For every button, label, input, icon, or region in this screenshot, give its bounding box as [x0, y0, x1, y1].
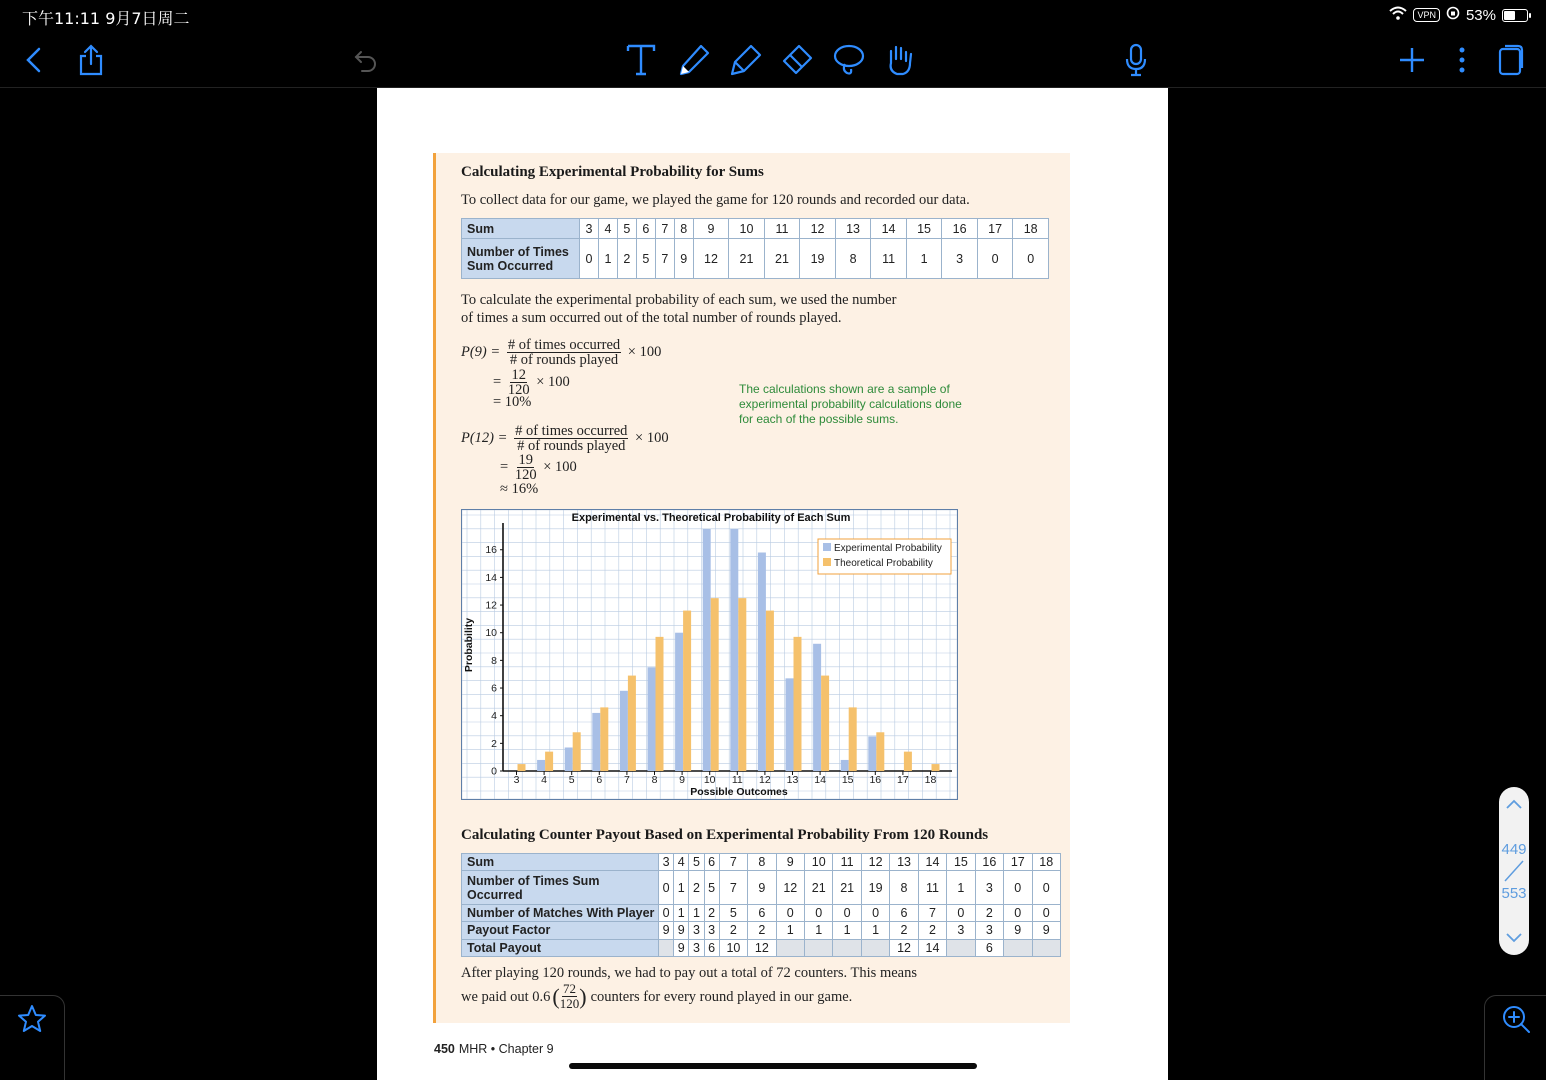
row-header — [462, 239, 580, 279]
frac-denominator: 120 — [514, 467, 537, 483]
table-cell: 3 — [947, 922, 975, 939]
table-cell: 17 — [1004, 854, 1032, 871]
document-page — [377, 88, 1168, 1080]
battery-level — [1504, 11, 1515, 20]
table-cell: 11 — [918, 871, 946, 905]
formula-times: × 100 — [627, 343, 662, 360]
table-cell: 2 — [704, 904, 719, 921]
probability-bar-chart — [461, 509, 958, 800]
bar-theoretical — [876, 732, 884, 771]
table-cell: 5 — [617, 219, 636, 239]
formula-p9 — [461, 338, 661, 367]
bar-experimental — [703, 529, 711, 771]
table-row — [462, 854, 1061, 871]
legend-swatch — [823, 558, 831, 566]
table-cell: 0 — [947, 904, 975, 921]
table-cell: 7 — [719, 871, 747, 905]
row-header: Sum — [462, 219, 580, 239]
x-tick-label: 16 — [869, 774, 882, 786]
table-cell: 6 — [636, 219, 655, 239]
bar-experimental — [758, 553, 766, 771]
bar-experimental — [730, 529, 738, 771]
eraser-icon — [780, 43, 814, 77]
table-cell: 12 — [800, 219, 836, 239]
table-cell: 12 — [776, 871, 804, 905]
pen-tool-button[interactable] — [674, 40, 714, 80]
hand-tool-button[interactable] — [879, 40, 919, 80]
table-cell: 14 — [918, 854, 946, 871]
table-cell: 2 — [689, 871, 704, 905]
conclusion-post: counters for every round played in our game. — [590, 988, 853, 1005]
table-cell: 1 — [776, 922, 804, 939]
page-footer — [434, 1042, 554, 1056]
table-cell: 2 — [748, 922, 776, 939]
frac-denominator: 120 — [559, 996, 580, 1011]
undo-button[interactable] — [346, 40, 386, 80]
page-divider-slash — [1503, 859, 1525, 883]
bar-experimental — [813, 644, 821, 771]
favorites-panel — [0, 995, 65, 1080]
table-cell: 17 — [977, 219, 1013, 239]
table-cell: 1 — [833, 922, 861, 939]
table-cell: 7 — [719, 854, 747, 871]
table-cell: 6 — [704, 939, 719, 956]
table-cell: 9 — [674, 239, 693, 279]
table-cell: 0 — [861, 904, 889, 921]
table-cell: 2 — [719, 922, 747, 939]
x-tick-label: 6 — [596, 774, 603, 786]
y-tick-label: 14 — [485, 571, 497, 584]
text-tool-icon — [625, 43, 657, 77]
bar-theoretical — [656, 637, 664, 771]
y-tick-label: 10 — [485, 627, 497, 640]
table-cell: 3 — [975, 922, 1003, 939]
x-tick-label: 3 — [513, 774, 520, 786]
formula-fraction — [514, 424, 628, 453]
table-cell: 21 — [805, 871, 833, 905]
table-cell: 0 — [1032, 871, 1061, 905]
table-cell: 3 — [580, 219, 599, 239]
highlighter-icon — [729, 43, 763, 77]
row-header-line: Sum Occurred — [467, 258, 554, 273]
table-cell: 0 — [977, 239, 1013, 279]
frac-denominator: 120 — [507, 382, 530, 398]
table-cell: 3 — [975, 871, 1003, 905]
table-cell: 0 — [659, 871, 674, 905]
table-cell: 8 — [890, 871, 918, 905]
row-header-line: Number of Times — [467, 244, 569, 259]
lasso-icon — [832, 43, 866, 77]
page-number: 450 — [434, 1042, 455, 1056]
table-cell: 11 — [871, 239, 907, 279]
table-cell: 5 — [704, 871, 719, 905]
table-cell: 6 — [975, 939, 1003, 956]
more-button[interactable] — [1442, 40, 1482, 80]
chevron-left-icon — [24, 46, 44, 74]
table-cell: 0 — [659, 904, 674, 921]
table-cell: 9 — [1032, 922, 1061, 939]
row-header: Sum — [462, 854, 659, 871]
star-icon[interactable] — [17, 1004, 47, 1039]
legend-swatch — [823, 543, 831, 551]
x-tick-label: 15 — [841, 774, 854, 786]
y-tick-label: 6 — [491, 682, 497, 695]
table-cell: 1 — [598, 239, 617, 279]
x-tick-label: 10 — [703, 774, 716, 786]
table-cell: 0 — [1004, 871, 1032, 905]
table-cell: 0 — [1004, 904, 1032, 921]
rotation-lock-icon — [1446, 6, 1460, 24]
table-cell: 7 — [918, 904, 946, 921]
highlighter-tool-button[interactable] — [726, 40, 766, 80]
table-cell: 0 — [1032, 904, 1061, 921]
table-cell — [833, 939, 861, 956]
status-time: 下午11:11 9月7日周二 — [22, 9, 190, 28]
y-tick-label: 2 — [491, 737, 497, 750]
conclusion-pre: we paid out 0.6 — [461, 988, 551, 1005]
table-cell: 7 — [655, 219, 674, 239]
table-cell: 8 — [748, 854, 776, 871]
table-cell: 2 — [918, 922, 946, 939]
sum-occurrence-table — [461, 218, 1049, 279]
share-button[interactable] — [71, 40, 111, 80]
table-cell: 7 — [655, 239, 674, 279]
x-tick-label: 12 — [759, 774, 771, 786]
x-tick-label: 5 — [568, 774, 575, 786]
status-bar — [0, 0, 1546, 32]
sample-note: The calculations shown are a sample of experimental probability calculations done for each of the possible sums. — [739, 382, 962, 426]
more-vertical-icon — [1458, 46, 1466, 74]
bar-experimental — [537, 760, 545, 771]
x-axis-label: Possible Outcomes — [690, 786, 788, 798]
table-cell: 19 — [861, 871, 889, 905]
x-tick-label: 13 — [786, 774, 799, 786]
x-tick-label: 14 — [814, 774, 826, 786]
chevron-down-icon[interactable] — [1505, 931, 1523, 949]
table-cell: 3 — [689, 922, 704, 939]
pages-icon — [1496, 44, 1524, 76]
lasso-tool-button[interactable] — [829, 40, 869, 80]
table-cell: 3 — [689, 939, 704, 956]
bar-experimental — [565, 747, 573, 771]
table-cell: 11 — [833, 854, 861, 871]
table-cell — [805, 939, 833, 956]
bar-experimental — [786, 678, 794, 771]
back-button[interactable] — [14, 40, 54, 80]
table-cell: 1 — [947, 871, 975, 905]
table-cell: 9 — [674, 922, 689, 939]
bar-theoretical — [545, 752, 553, 771]
bar-experimental — [620, 691, 628, 771]
frac-numerator: # of times occurred — [515, 423, 628, 439]
table-cell: 18 — [1032, 854, 1061, 871]
table-cell: 12 — [748, 939, 776, 956]
x-tick-label: 4 — [541, 774, 548, 786]
frac-numerator: 72 — [562, 981, 576, 996]
table-cell: 10 — [719, 939, 747, 956]
add-button[interactable] — [1392, 40, 1432, 80]
bar-experimental — [868, 736, 876, 771]
table-cell: 2 — [975, 904, 1003, 921]
formula-eq: = — [500, 458, 509, 475]
table-row — [462, 239, 1049, 279]
hand-icon — [883, 43, 915, 77]
formula-p9-step2 — [493, 368, 570, 397]
table-cell — [947, 939, 975, 956]
x-tick-label: 7 — [623, 774, 630, 786]
footer-text: MHR • Chapter 9 — [458, 1042, 554, 1056]
table-cell: 3 — [942, 239, 978, 279]
legend-label: Experimental Probability — [834, 543, 942, 554]
y-tick-label: 12 — [485, 599, 497, 612]
calc-paragraph-line: To calculate the experimental probability of each sum, we used the number — [461, 292, 897, 308]
formula-times: × 100 — [635, 429, 669, 446]
table-cell: 8 — [674, 219, 693, 239]
formula-times: × 100 — [536, 373, 570, 390]
table-cell: 2 — [617, 239, 636, 279]
row-header: Payout Factor — [462, 922, 659, 939]
bar-theoretical — [766, 611, 774, 771]
paren-right: ) — [579, 983, 587, 1009]
table-cell: 10 — [805, 854, 833, 871]
chevron-up-icon[interactable] — [1505, 797, 1523, 815]
table-cell: 3 — [704, 922, 719, 939]
y-tick-label: 0 — [491, 765, 497, 778]
bar-theoretical — [573, 732, 581, 771]
table-cell: 3 — [659, 854, 674, 871]
bar-experimental — [675, 633, 683, 771]
bar-experimental — [841, 760, 849, 771]
section1-title: Calculating Experimental Probability for Sums — [461, 164, 764, 180]
table-cell: 6 — [748, 904, 776, 921]
table-cell: 9 — [776, 854, 804, 871]
table-cell: 19 — [800, 239, 836, 279]
table-cell: 18 — [1013, 219, 1049, 239]
conclusion-line1: After playing 120 rounds, we had to pay out a total of 72 counters. This means — [461, 965, 917, 981]
conclusion-line2 — [461, 982, 852, 1011]
table-cell: 1 — [674, 904, 689, 921]
table-cell: 13 — [890, 854, 918, 871]
x-tick-label: 11 — [731, 774, 743, 786]
table-cell: 6 — [890, 904, 918, 921]
microphone-button[interactable] — [1116, 40, 1156, 80]
table-cell: 2 — [890, 922, 918, 939]
bar-experimental — [592, 713, 600, 771]
bar-theoretical — [628, 676, 636, 771]
wifi-icon — [1389, 6, 1407, 24]
formula-p12-step2 — [500, 453, 577, 482]
home-indicator[interactable] — [569, 1063, 977, 1069]
y-tick-label: 4 — [491, 710, 497, 723]
bar-theoretical — [518, 764, 526, 771]
table-cell: 5 — [636, 239, 655, 279]
plus-icon — [1398, 46, 1426, 74]
bar-theoretical — [683, 611, 691, 771]
text-tool-button[interactable] — [621, 40, 661, 80]
table-cell: 0 — [580, 239, 599, 279]
vpn-badge: VPN — [1413, 8, 1440, 22]
y-tick-label: 16 — [485, 544, 497, 557]
table-cell: 10 — [729, 219, 765, 239]
table-row — [462, 922, 1061, 939]
row-header: Total Payout — [462, 939, 659, 956]
battery-percent: 53% — [1465, 6, 1496, 24]
table-cell: 1 — [689, 904, 704, 921]
table-cell: 1 — [906, 239, 942, 279]
table-row — [462, 904, 1061, 921]
microphone-icon — [1124, 43, 1148, 77]
formula-lhs: P(9) = — [461, 343, 501, 360]
table-cell: 14 — [871, 219, 907, 239]
share-icon — [77, 44, 105, 76]
formula-fraction — [515, 453, 537, 482]
legend-label: Theoretical Probability — [834, 558, 933, 569]
row-header: Number of Times Sum Occurred — [462, 871, 659, 905]
formula-p12-result: ≈ 16% — [500, 481, 539, 497]
x-tick-label: 9 — [679, 774, 686, 786]
battery-icon — [1502, 9, 1528, 22]
bar-theoretical — [932, 764, 940, 771]
table-cell: 9 — [748, 871, 776, 905]
bar-theoretical — [904, 752, 912, 771]
undo-icon — [353, 47, 379, 73]
zoom-panel — [1484, 995, 1546, 1080]
bar-theoretical — [849, 707, 857, 771]
bar-theoretical — [794, 637, 802, 771]
table-cell: 15 — [947, 854, 975, 871]
chart-title: Experimental vs. Theoretical Probability of Each Sum — [571, 512, 851, 524]
table-row — [462, 219, 1049, 239]
formula-lhs: P(12) = — [461, 429, 508, 446]
frac-denominator: # of rounds played — [509, 352, 619, 368]
table-cell: 21 — [729, 239, 765, 279]
formula-fraction — [507, 338, 621, 367]
formula-times: × 100 — [543, 458, 577, 475]
table-cell: 16 — [975, 854, 1003, 871]
table-cell: 0 — [833, 904, 861, 921]
zoom-in-icon[interactable] — [1501, 1004, 1531, 1039]
bar-experimental — [648, 667, 656, 771]
payout-table — [461, 853, 1061, 957]
formula-fraction — [508, 368, 530, 397]
table-cell: 1 — [805, 922, 833, 939]
table-cell: 9 — [659, 922, 674, 939]
pages-button[interactable] — [1490, 40, 1530, 80]
table-cell: 21 — [833, 871, 861, 905]
calc-paragraph — [461, 291, 896, 327]
table-cell: 21 — [764, 239, 800, 279]
section2-title: Calculating Counter Payout Based on Experimental Probability From 120 Rounds — [461, 827, 989, 843]
table-cell: 0 — [805, 904, 833, 921]
table-row — [462, 939, 1061, 956]
table-cell: 6 — [704, 854, 719, 871]
table-cell: 9 — [674, 939, 689, 956]
table-cell — [1004, 939, 1032, 956]
conclusion-fraction — [560, 982, 580, 1011]
eraser-tool-button[interactable] — [777, 40, 817, 80]
bar-theoretical — [821, 676, 829, 771]
frac-numerator: 12 — [511, 367, 526, 383]
x-tick-label: 18 — [924, 774, 937, 786]
table-cell: 13 — [835, 219, 871, 239]
frac-denominator: # of rounds played — [517, 438, 626, 454]
table-cell — [776, 939, 804, 956]
x-tick-label: 17 — [897, 774, 909, 786]
table-cell: 9 — [1004, 922, 1032, 939]
table-cell — [659, 939, 674, 956]
pen-icon — [677, 43, 711, 77]
bar-theoretical — [711, 598, 719, 771]
frac-numerator: # of times occurred — [507, 337, 621, 353]
table-cell: 5 — [719, 904, 747, 921]
table-cell: 15 — [906, 219, 942, 239]
table-cell: 0 — [1013, 239, 1049, 279]
table-cell: 11 — [764, 219, 800, 239]
table-cell: 12 — [890, 939, 918, 956]
y-axis-label: Probability — [463, 617, 475, 673]
paren-left: ( — [552, 983, 560, 1009]
table-cell: 12 — [693, 239, 729, 279]
table-cell: 12 — [861, 854, 889, 871]
bar-theoretical — [738, 598, 746, 771]
current-page: 449 — [1501, 841, 1527, 858]
formula-p12 — [461, 424, 669, 453]
calc-paragraph-line: of times a sum occurred out of the total number of rounds played. — [461, 310, 842, 326]
table-cell: 1 — [674, 871, 689, 905]
frac-numerator: 19 — [518, 452, 533, 468]
x-tick-label: 8 — [651, 774, 658, 786]
table-cell: 4 — [674, 854, 689, 871]
page-scroller[interactable] — [1499, 787, 1529, 955]
total-pages: 553 — [1501, 885, 1527, 902]
toolbar — [0, 32, 1546, 88]
table-cell — [1032, 939, 1061, 956]
table-cell: 8 — [835, 239, 871, 279]
row-header: Number of Matches With Player — [462, 904, 659, 921]
table-cell: 16 — [942, 219, 978, 239]
table-cell: 4 — [598, 219, 617, 239]
table-cell: 5 — [689, 854, 704, 871]
formula-eq: = — [493, 373, 502, 390]
table-cell: 0 — [776, 904, 804, 921]
table-cell: 1 — [861, 922, 889, 939]
status-indicators — [1389, 6, 1528, 24]
table-row — [462, 871, 1061, 905]
bar-theoretical — [600, 707, 608, 771]
table-cell — [861, 939, 889, 956]
section1-intro: To collect data for our game, we played the game for 120 rounds and recorded our data. — [461, 192, 970, 208]
y-tick-label: 8 — [491, 654, 497, 667]
formula-p9-result: = 10% — [493, 394, 532, 410]
table-cell: 14 — [918, 939, 946, 956]
table-cell: 9 — [693, 219, 729, 239]
